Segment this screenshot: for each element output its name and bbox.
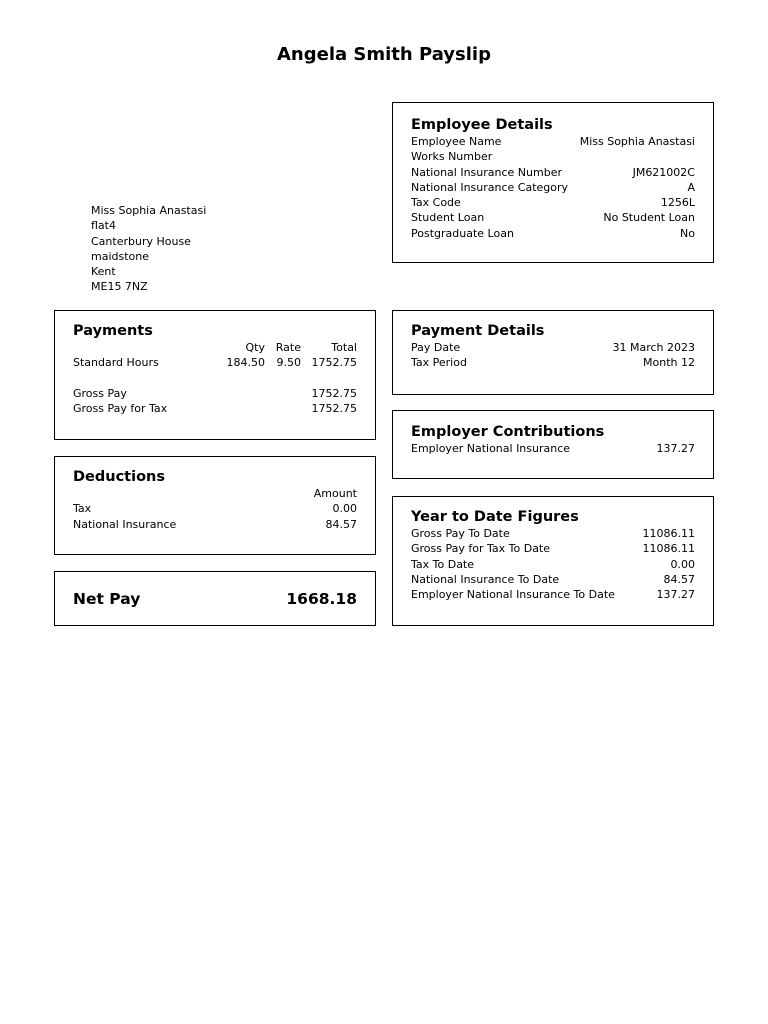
address-line: Miss Sophia Anastasi <box>91 204 207 217</box>
payment-detail-row <box>411 340 695 355</box>
detail-row <box>411 165 695 180</box>
payments-heading: Payments <box>73 323 153 339</box>
ytd-value: 11086.11 <box>642 527 695 540</box>
ytd-heading: Year to Date Figures <box>411 509 579 525</box>
contribution-value: 137.27 <box>656 442 695 455</box>
payment-detail-value: 31 March 2023 <box>612 341 695 354</box>
ytd-row <box>411 572 695 587</box>
qty-header: Qty <box>245 341 265 354</box>
standard-hours-row <box>73 355 357 370</box>
address-line: Kent <box>91 265 116 279</box>
deductions-heading: Deductions <box>73 469 165 485</box>
employee-details-box <box>392 102 714 263</box>
ytd-row <box>411 541 695 556</box>
detail-row <box>411 210 695 225</box>
payment-detail-label: Pay Date <box>411 341 461 354</box>
page-title: Angela Smith Payslip <box>277 44 491 65</box>
deduction-label: National Insurance <box>73 517 177 531</box>
detail-value: A <box>687 180 695 194</box>
detail-value: JM621002C <box>632 165 695 179</box>
payment-detail-value: Month 12 <box>643 356 695 370</box>
employee-address <box>91 203 206 295</box>
gross-pay-for-tax-label: Gross Pay for Tax <box>73 402 168 416</box>
employer-contributions-box <box>392 410 714 479</box>
deduction-row <box>73 517 357 532</box>
detail-label: Works Number <box>411 150 493 164</box>
deduction-label: Tax <box>73 502 92 516</box>
payment-total: 1752.75 <box>311 356 357 370</box>
detail-value: 1256L <box>660 196 695 210</box>
detail-label: National Insurance Category <box>411 180 569 194</box>
detail-row <box>411 149 695 164</box>
detail-label: Student Loan <box>411 211 485 225</box>
address-line: flat4 <box>91 219 116 233</box>
ytd-row <box>411 526 695 541</box>
net-pay-box <box>54 571 376 626</box>
amount-header: Amount <box>313 487 357 500</box>
detail-row <box>411 180 695 195</box>
deduction-row <box>73 501 357 516</box>
payment-qty: 184.50 <box>226 356 265 370</box>
ytd-label: Tax To Date <box>411 557 475 571</box>
detail-label: Postgraduate Loan <box>411 226 514 240</box>
detail-row <box>411 134 695 149</box>
detail-value: Miss Sophia Anastasi <box>579 135 695 148</box>
deduction-value: 84.57 <box>325 517 357 531</box>
gross-pay-row <box>73 386 357 401</box>
payment-details-box <box>392 310 714 395</box>
address-line: Canterbury House <box>91 234 191 248</box>
gross-pay-value: 1752.75 <box>311 386 357 400</box>
rate-header: Rate <box>275 341 301 354</box>
ytd-box <box>392 496 714 626</box>
ytd-label: Employer National Insurance To Date <box>411 588 615 602</box>
payments-header-row <box>73 340 357 355</box>
payment-rate: 9.50 <box>276 356 301 370</box>
payments-box <box>54 310 376 440</box>
ytd-row <box>411 587 695 602</box>
employer-contributions-heading: Employer Contributions <box>411 424 605 440</box>
contribution-label: Employer National Insurance <box>411 442 571 455</box>
detail-row <box>411 195 695 210</box>
detail-value: No <box>680 226 695 240</box>
net-pay-label: Net Pay <box>73 589 141 608</box>
detail-row <box>411 226 695 241</box>
payment-label: Standard Hours <box>73 356 159 370</box>
ytd-label: Gross Pay To Date <box>411 527 510 540</box>
ytd-value: 84.57 <box>663 572 695 586</box>
address-line: maidstone <box>91 249 150 263</box>
address-line: ME15 7NZ <box>91 280 148 294</box>
deduction-value: 0.00 <box>332 502 357 516</box>
ytd-value: 11086.11 <box>642 542 695 556</box>
ytd-value: 0.00 <box>670 557 695 571</box>
gross-pay-for-tax-row <box>73 401 357 416</box>
deductions-header-row <box>73 486 357 501</box>
payment-details-heading: Payment Details <box>411 323 545 339</box>
total-header: Total <box>331 341 357 354</box>
contribution-row <box>411 441 695 456</box>
ytd-value: 137.27 <box>656 588 695 602</box>
detail-label: National Insurance Number <box>411 165 562 179</box>
gross-pay-label: Gross Pay <box>73 386 127 400</box>
ytd-label: Gross Pay for Tax To Date <box>411 542 551 556</box>
ytd-row <box>411 557 695 572</box>
payment-detail-row <box>411 355 695 370</box>
deductions-box <box>54 456 376 555</box>
ytd-label: National Insurance To Date <box>411 572 560 586</box>
net-pay-value: 1668.18 <box>286 589 357 608</box>
detail-value: No Student Loan <box>603 211 695 225</box>
payment-detail-label: Tax Period <box>411 356 467 370</box>
detail-label: Employee Name <box>411 135 502 148</box>
detail-label: Tax Code <box>411 196 461 210</box>
employee-details-heading: Employee Details <box>411 117 553 133</box>
gross-pay-for-tax-value: 1752.75 <box>311 402 357 416</box>
